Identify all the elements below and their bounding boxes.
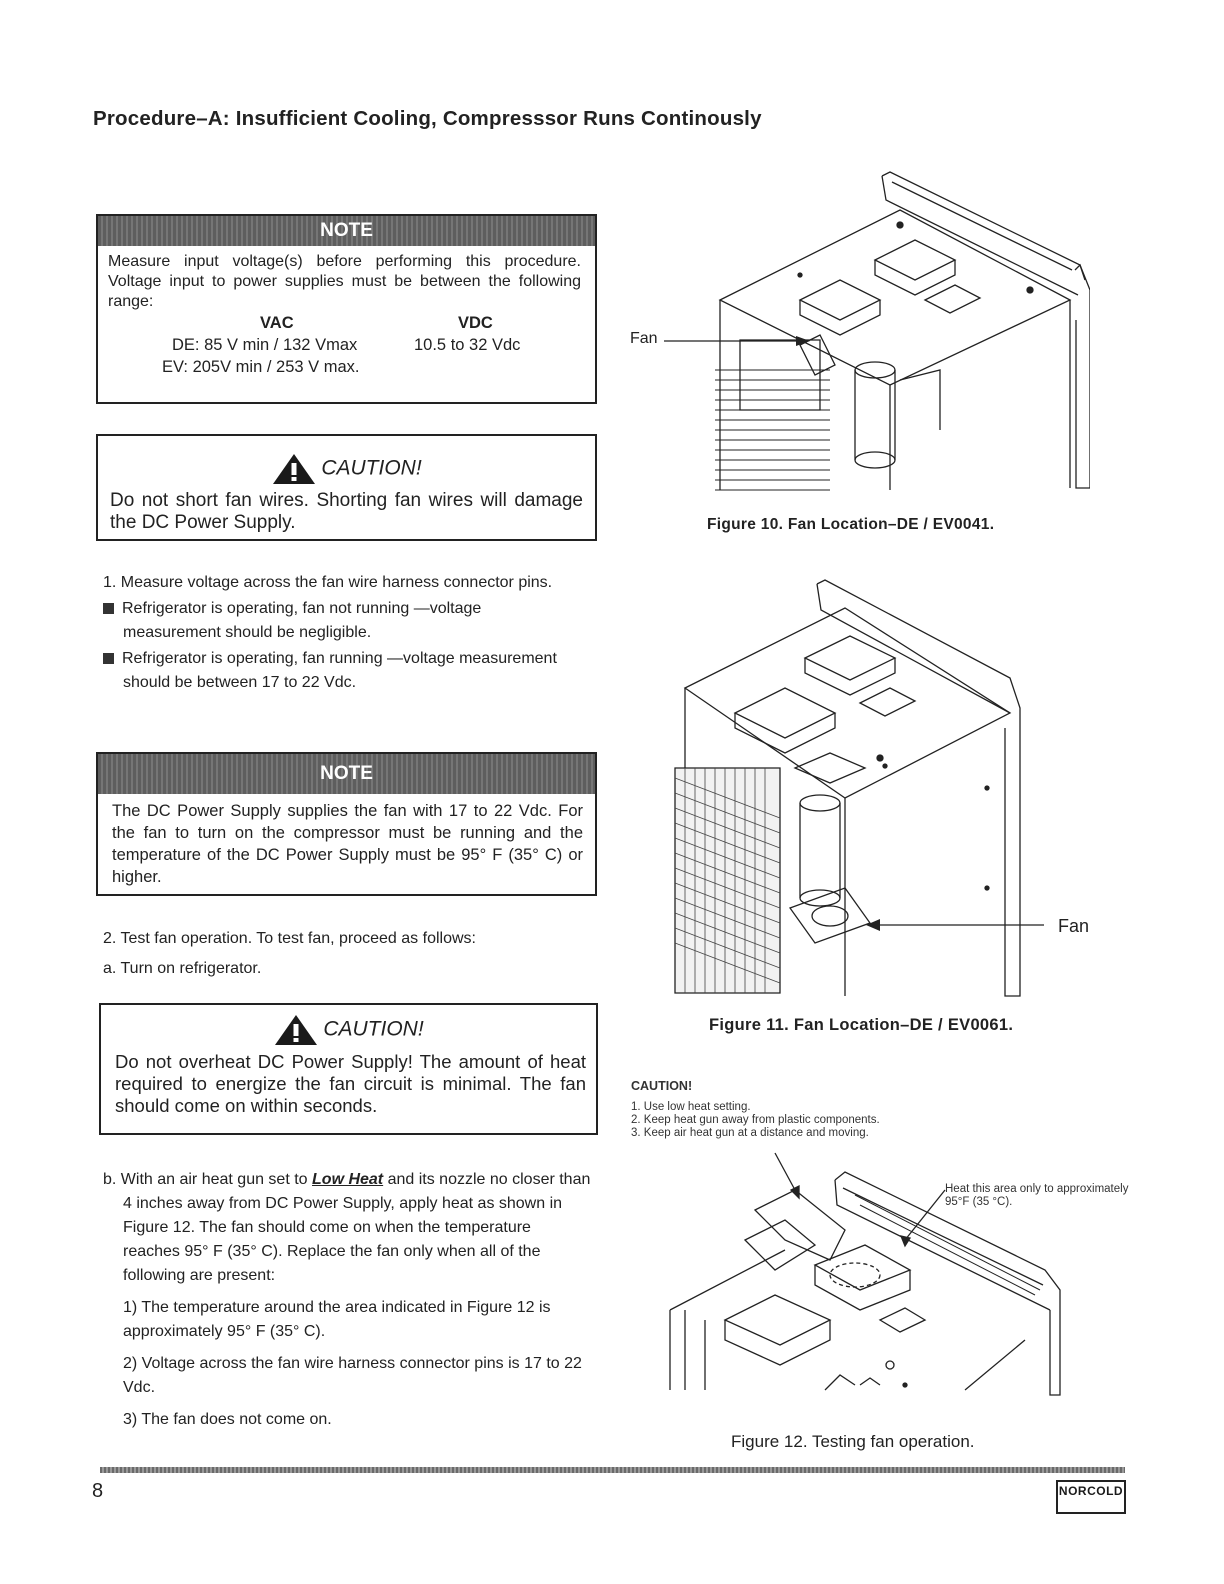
figure-11-caption: Figure 11. Fan Location–DE / EV0061. — [709, 1016, 1014, 1034]
warning-icon — [273, 1013, 319, 1047]
step-2 — [103, 927, 583, 981]
page-title: Procedure–A: Insufficient Cooling, Compresssor Runs Continously — [93, 107, 762, 130]
step-b — [103, 1168, 591, 1432]
step-1-bullet-1 — [103, 597, 573, 645]
vac-header: VAC — [260, 314, 294, 332]
caution-text: Do not overheat DC Power Supply! The amount of heat required to energize the fan circuit is minimal. The fan should come on within seconds. — [115, 1051, 586, 1116]
note-text: Measure input voltage(s) before performing this procedure. Voltage input to power supplies must be between the following range: — [108, 253, 581, 310]
note-heading: NOTE — [98, 216, 595, 246]
note-box-voltage — [96, 214, 597, 404]
condition-3: 3) The fan does not come on. — [123, 1411, 332, 1428]
condition-1: 1) The temperature around the area indicated in Figure 12 is approximately 95° F (35° C). — [123, 1299, 551, 1340]
de-voltage-range: DE: 85 V min / 132 Vmax — [172, 336, 358, 354]
fig12-caution-list — [631, 1080, 880, 1140]
footer-rule — [100, 1467, 1125, 1473]
dc-voltage-range: 10.5 to 32 Vdc — [414, 336, 521, 354]
step-2-text: 2. Test fan operation. To test fan, proceed as follows: — [103, 930, 476, 947]
bullet-icon — [103, 603, 114, 614]
page-number: 8 — [92, 1480, 104, 1502]
fig10-fan-pointer — [664, 335, 814, 355]
fig12-heat-callout: Heat this area only to approximately 95°F (35 °C). — [945, 1183, 1129, 1208]
caution-box-fan-wires — [96, 434, 597, 541]
step-1-bullet-2 — [103, 647, 573, 695]
ev-voltage-range: EV: 205V min / 253 V max. — [162, 358, 360, 376]
figure-10-caption: Figure 10. Fan Location–DE / EV0041. — [707, 516, 995, 533]
fig11-fan-pointer — [866, 918, 1046, 938]
norcold-logo — [1056, 1480, 1126, 1514]
fig12-caution-3: 3. Keep air heat gun at a distance and moving. — [631, 1127, 869, 1139]
step-1 — [103, 571, 573, 695]
figure-12-caption: Figure 12. Testing fan operation. — [731, 1432, 975, 1451]
caution-heading: CAUTION! — [323, 1017, 424, 1041]
fig12-caution-1: 1. Use low heat setting. — [631, 1101, 751, 1113]
step-2a-text: a. Turn on refrigerator. — [103, 960, 262, 977]
step-b-suffix: and its nozzle no closer than 4 inches away from DC Power Supply, apply heat as shown in Figure 12. The fan should come on when the temperature reaches 95° F (35° C). Replace the fan only when all of the following are present: — [123, 1171, 591, 1284]
bullet-text: Refrigerator is operating, fan running —voltage measurement should be between 17 to 22 Vdc. — [122, 650, 557, 691]
caution-box-overheat — [99, 1003, 598, 1135]
warning-icon — [271, 452, 317, 486]
caution-text: Do not short fan wires. Shorting fan wires will damage the DC Power Supply. — [110, 490, 583, 533]
fig11-fan-label: Fan — [1058, 916, 1090, 936]
fig12-caution-2: 2. Keep heat gun away from plastic components. — [631, 1114, 880, 1126]
bullet-text: Refrigerator is operating, fan not running —voltage measurement should be negligible. — [122, 600, 482, 641]
note-box-dc-supply — [96, 752, 597, 896]
condition-2: 2) Voltage across the fan wire harness connector pins is 17 to 22 Vdc. — [123, 1355, 582, 1396]
note-heading: NOTE — [98, 754, 595, 794]
step-b-prefix: b. With an air heat gun set to — [103, 1171, 313, 1188]
step-1-text: 1. Measure voltage across the fan wire harness connector pins. — [103, 574, 553, 591]
fig10-fan-label: Fan — [630, 330, 658, 347]
vdc-header: VDC — [458, 314, 493, 332]
fig12-caution-heading: CAUTION! — [631, 1079, 693, 1093]
logo-text: NORCOLD — [1058, 1484, 1124, 1498]
note-text: The DC Power Supply supplies the fan with 17 to 22 Vdc. For the fan to turn on the compressor must be running and the temperature of the DC Power Supply must be 95° F (35° C) or higher. — [112, 802, 583, 886]
low-heat-emphasis: Low Heat — [312, 1171, 384, 1188]
caution-heading: CAUTION! — [321, 456, 422, 480]
bullet-icon — [103, 653, 114, 664]
